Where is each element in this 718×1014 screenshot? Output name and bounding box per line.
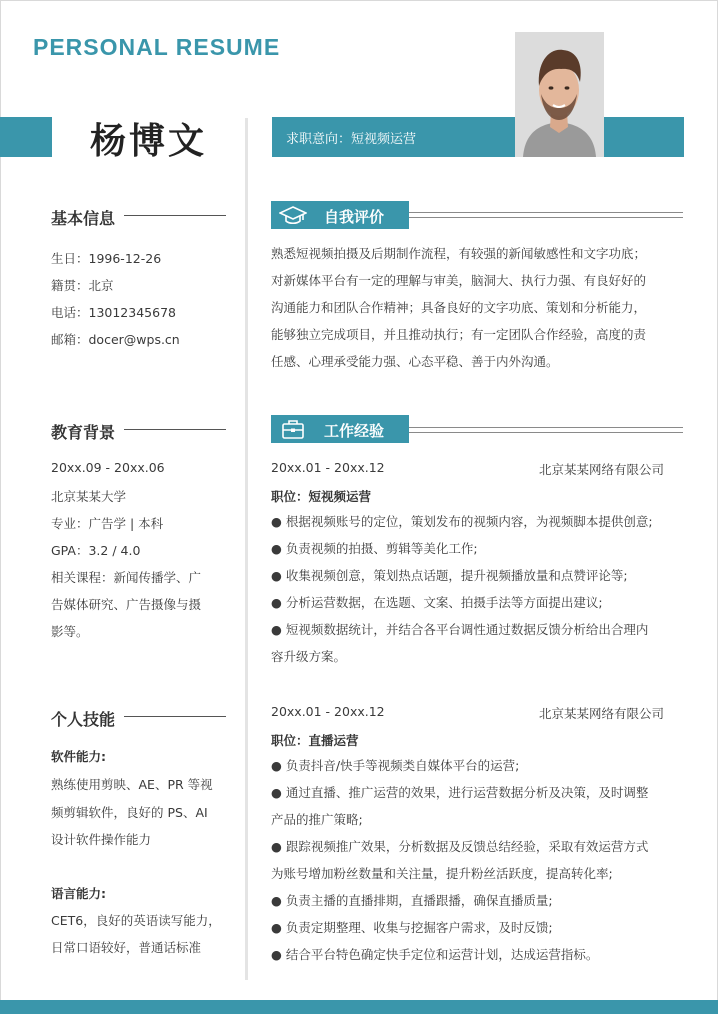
job-position: 职位：短视频运营 [271,489,372,504]
candidate-name: 杨博文 [90,121,208,162]
email: 邮箱：docer@wps.cn [51,332,180,347]
self-eval-line: 熟悉短视频拍摄及后期制作流程，有较强的新闻敏感性和文字功底； [271,246,647,261]
language-skill-title: 语言能力: [51,886,106,901]
name-accent-bar [0,117,52,157]
skill-line: CET6，良好的英语读写能力， [51,913,221,928]
job-header [271,704,664,722]
job-duties [271,508,676,670]
self-eval-line: 沟通能力和团队合作精神；具备良好的文字功底、策划和分析能力， [271,300,647,315]
skill-line: 频剪辑软件，良好的 PS、AI [51,805,208,820]
edu-line: 专业：广告学 | 本科 [51,516,164,531]
briefcase-icon [281,418,305,444]
duty-line: ● 根据视频账号的定位，策划发布的视频内容，为视频脚本提供创意; [271,514,653,529]
education-heading: 教育背景 [51,423,116,442]
profile-photo [515,32,604,157]
job-date: 20xx.01 - 20xx.12 [271,460,385,475]
self-eval-body [271,240,676,375]
duty-line: ● 负责抖音/快手等视频类自媒体平台的运营; [271,758,520,773]
edu-line: 北京某某大学 [51,489,127,504]
edu-line: 影等。 [51,624,89,639]
job-date: 20xx.01 - 20xx.12 [271,704,385,719]
birthday: 生日：1996-12-26 [51,251,162,266]
basic-info-rule [124,215,226,216]
job-header [271,460,664,478]
duty-line: ● 负责视频的拍摄、剪辑等美化工作; [271,541,478,556]
job-company: 北京某某网络有限公司 [538,462,664,477]
skills-rule [124,716,226,717]
self-eval-line: 能够独立完成项目，并且推动执行；有一定团队合作经验，高度的责 [271,327,647,342]
self-eval-line: 对新媒体平台有一定的理解与审美，脑洞大、执行力强、有良好好的 [271,273,647,288]
duty-line: ● 负责定期整理、收集与挖掘客户需求，及时反馈; [271,920,553,935]
duty-line: 容升级方案。 [271,649,347,664]
duty-line: ● 分析运营数据，在选题、文案、拍摄手法等方面提出建议; [271,595,603,610]
duty-line: ● 负责主播的直播排期，直播跟播，确保直播质量; [271,893,553,908]
skill-line: 日常口语较好，普通话标准 [51,940,202,955]
duty-line: ● 跟踪视频推广效果，分析数据及反馈总结经验，采取有效运营方式 [271,839,649,854]
job-company: 北京某某网络有限公司 [538,706,664,721]
duty-line: ● 通过直播、推广运营的效果，进行运营数据分析及决策，及时调整 [271,785,649,800]
self-eval-heading: 自我评价 [324,208,385,226]
job-position: 职位：直播运营 [271,733,359,748]
phone: 电话：13012345678 [51,305,176,320]
self-eval-line: 任感、心理承受能力强、心态平稳、善于内外沟通。 [271,354,559,369]
edu-line: 告媒体研究、广告摄像与摄 [51,597,202,612]
edu-line: 20xx.09 - 20xx.06 [51,460,165,475]
duty-line: ● 结合平台特色确定快手定位和运营计划，达成运营指标。 [271,947,599,962]
education-rule [124,429,226,430]
job-intent: 求职意向：短视频运营 [286,132,417,147]
resume-title: PERSONAL RESUME [33,34,281,60]
duty-line: 产品的推广策略; [271,812,363,827]
work-heading: 工作经验 [324,422,385,440]
intent-bar-right [604,117,684,157]
job-duties [271,752,676,968]
software-skill-title: 软件能力: [51,749,106,764]
hometown: 籍贯：北京 [51,278,114,293]
graduation-cap-icon [279,205,307,229]
footer-bar [0,1000,718,1014]
column-divider [245,118,248,980]
duty-line: ● 收集视频创意，策划热点话题，提升视频播放量和点赞评论等; [271,568,628,583]
edu-line: GPA：3.2 / 4.0 [51,543,141,558]
edu-line: 相关课程：新闻传播学、广 [51,570,202,585]
skills-heading: 个人技能 [51,710,116,729]
duty-line: ● 短视频数据统计，并结合各平台调性通过数据反馈分析给出合理内 [271,622,649,637]
skill-line: 设计软件操作能力 [51,832,152,847]
basic-info-heading: 基本信息 [51,209,116,228]
skill-line: 熟练使用剪映、AE、PR 等视 [51,777,213,792]
duty-line: 为账号增加粉丝数量和关注量，提升粉丝活跃度，提高转化率; [271,866,613,881]
